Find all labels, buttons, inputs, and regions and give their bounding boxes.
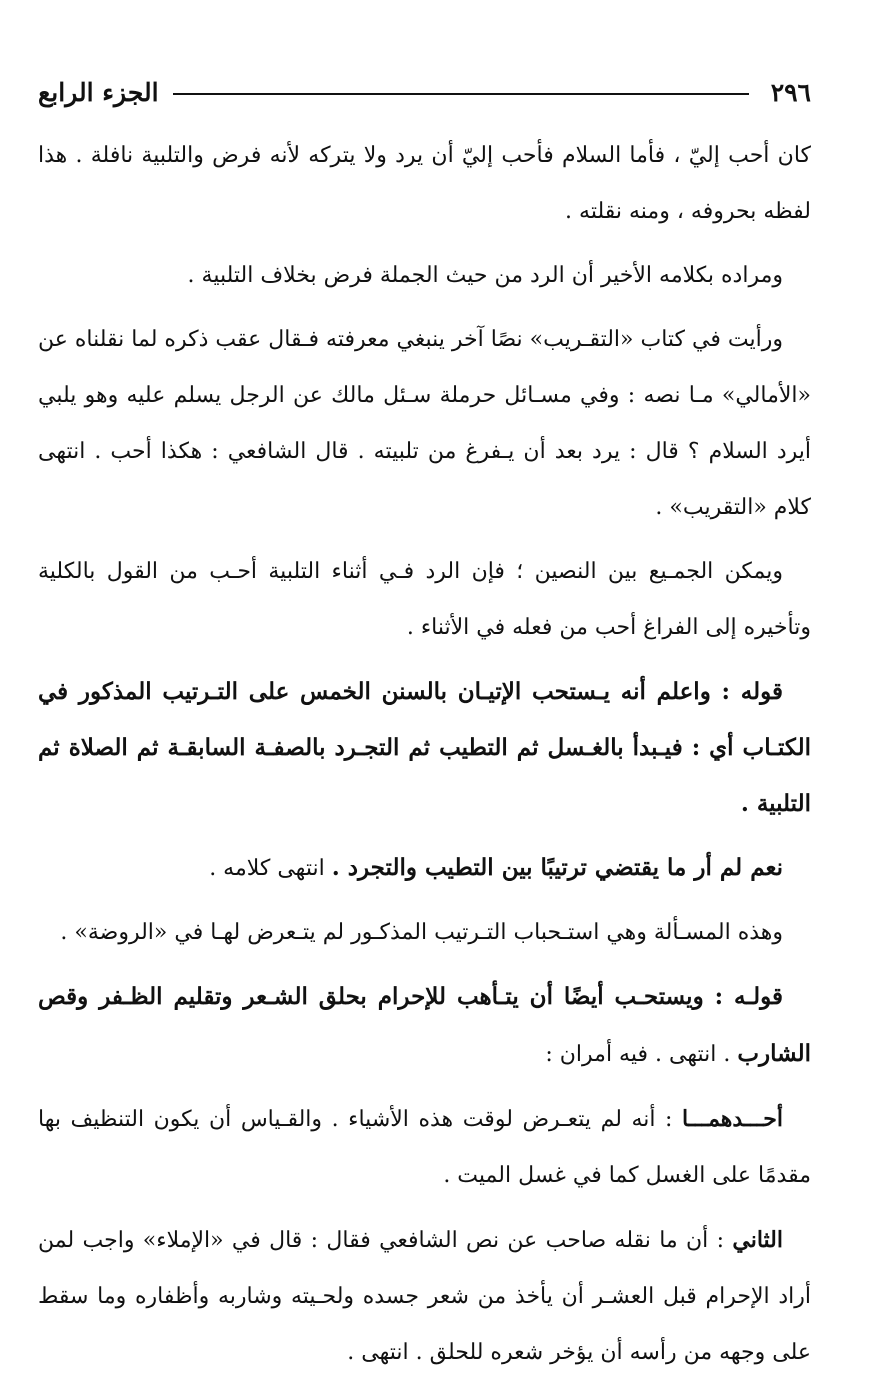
page-number: ٢٩٦ <box>770 77 811 107</box>
paragraph-9 <box>38 1091 811 1204</box>
paragraph-4: ويمكن الجمـيع بين النصين ؛ فإن الرد فـي أثناء التلبية أحـب من القول بالكلية وتأخيره إلى الفراغ أحب من فعله في الأثناء . <box>38 559 811 640</box>
header-rule <box>173 93 749 95</box>
paragraph-10-rest: : أن ما نقله صاحب عن نص الشافعي فقال : قال في «الإملاء» واجب لمن أراد الإحرام قبل العشـر أن يأخذ من شعر جسده ولحـيته وشاربه وأظفاره وما سقط على وجهه من رأسه أن يؤخر شعره للحلق . انتهى . <box>38 1228 811 1365</box>
paragraph-6-rest: انتهى كلامه . <box>209 856 332 881</box>
paragraph-1: كان أحب إليّ ، فأما السلام فأحب إليّ أن يرد ولا يتركه لأنه فرض والتلبية نافلة . هذا لفظه بحروفه ، ومنه نقلته . <box>38 143 811 224</box>
paragraph-10-lead: الثاني <box>732 1227 783 1253</box>
running-title: الجزء الرابع <box>38 77 159 107</box>
paragraph-8-rest: . انتهى . فيه أمران : <box>545 1042 738 1067</box>
paragraph-10 <box>38 1212 811 1381</box>
paragraph-7: وهذه المسـألة وهي استـحباب التـرتيب المذكـور لم يتـعرض لهـا في «الروضة» . <box>60 920 783 945</box>
paragraph-6 <box>38 840 811 897</box>
paragraph-9-rest: : أنه لم يتعـرض لوقت هذه الأشياء . والقـياس أن يكون التنظيف بها مقدمًا على الغسل كما في غسل الميت . <box>38 1107 811 1188</box>
paragraph-3: ورأيت في كتاب «التقـريب» نصًا آخر ينبغي معرفته فـقال عقب ذكره لما نقلناه عن «الأمالي» مـا نصه : وفي مسـائل حرملة سـئل مالك عن الرجل يسلم عليه وهو يلبي أيرد السلام ؟ قال : يرد بعد أن يـفرغ من تلبيته . قال الشافعي : هكذا أحب . انتهى كلام «التقريب» . <box>38 327 811 520</box>
page-header <box>38 70 811 114</box>
paragraph-9-lead: أحـــدهمـــا <box>682 1106 783 1132</box>
paragraph-2: ومراده بكلامه الأخير أن الرد من حيث الجملة فرض بخلاف التلبية . <box>187 263 783 288</box>
paragraph-8-bold: قولـه : ويستحـب أيضًا أن يتـأهب للإحرام بحلق الشـعر وتقليم الظـفر وقص الشارب <box>38 983 811 1067</box>
paragraph-6-bold: نعم لم أر ما يقتضي ترتيبًا بين التطيب والتجرد . <box>331 854 783 881</box>
paragraph-8 <box>38 969 811 1083</box>
paragraph-5-quote: قوله : واعلم أنه يـستحب الإتيـان بالسنن الخمس على التـرتيب المذكور في الكتـاب أي : فيـبدأ بالغـسل ثم التطيب ثم التجـرد بالصفـة السابقـة ثم الصلاة ثم التلبية . <box>38 678 811 817</box>
